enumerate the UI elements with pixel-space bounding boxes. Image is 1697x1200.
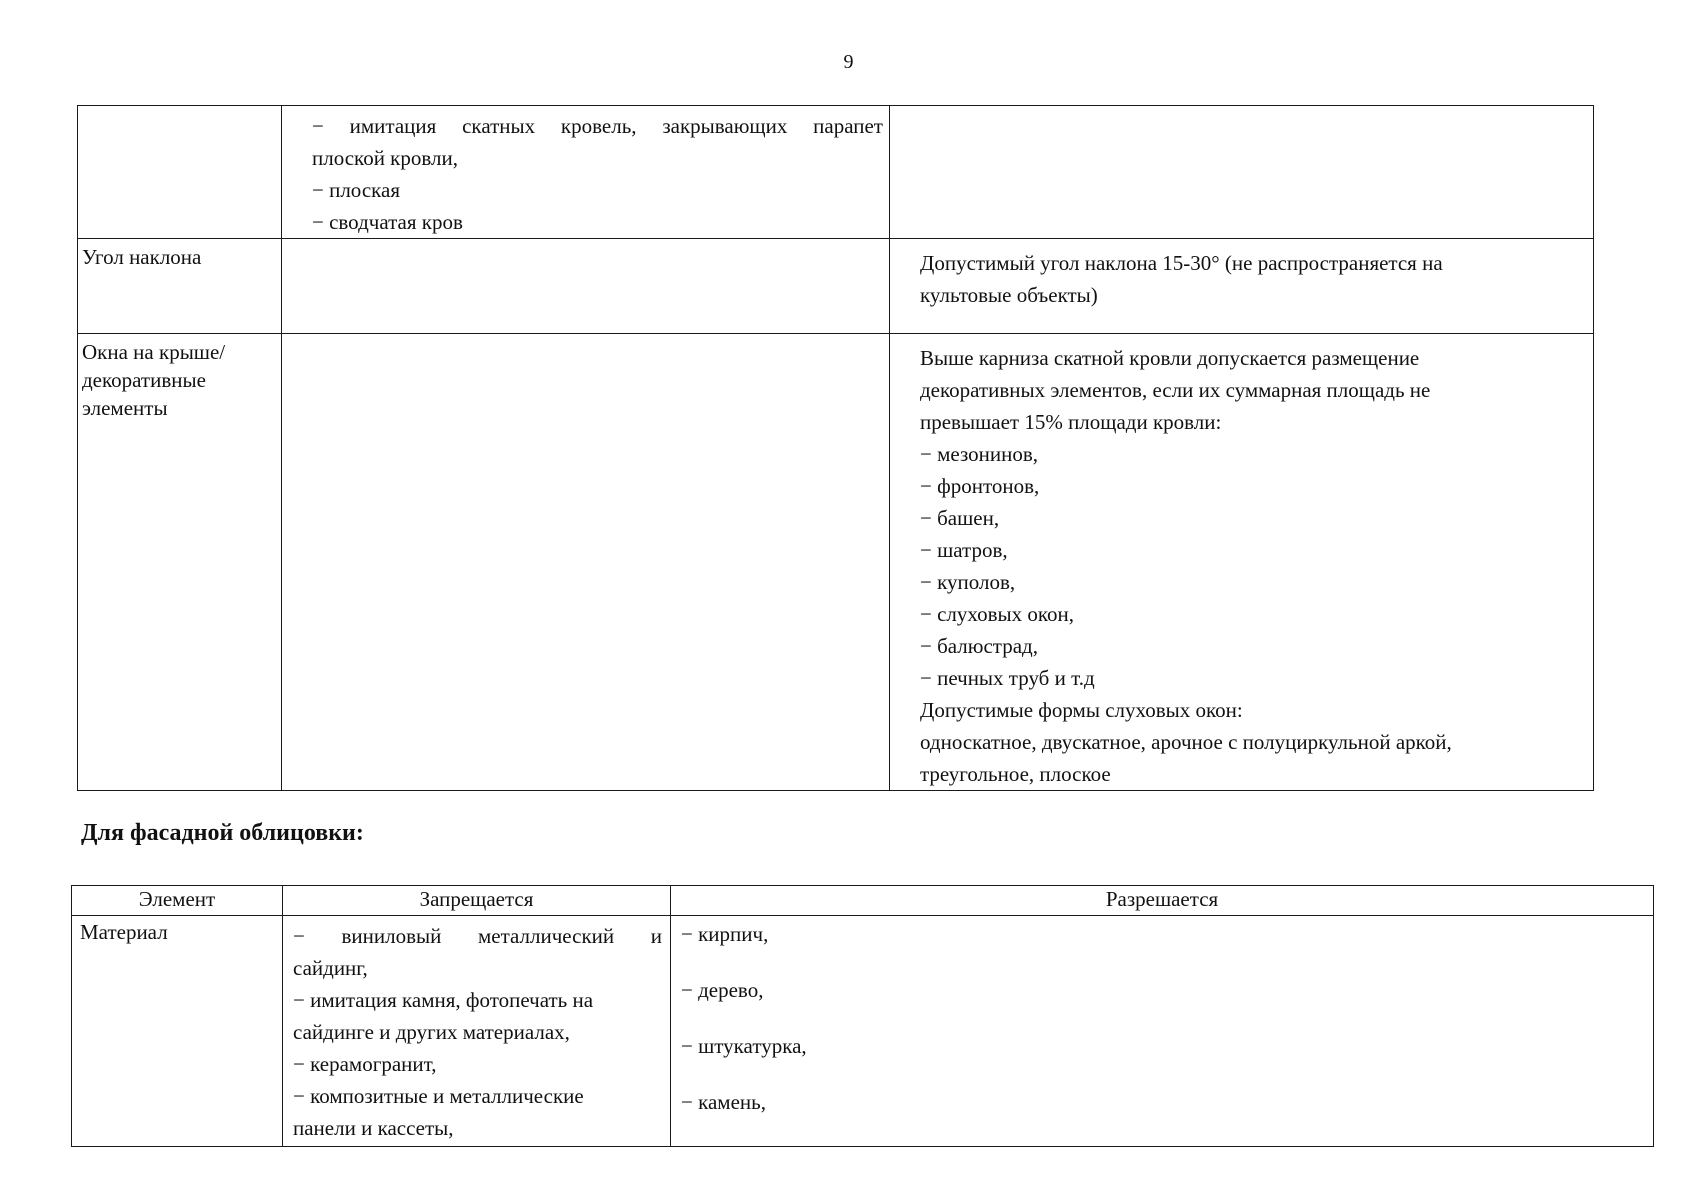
forbidden-cell: [282, 239, 890, 334]
forbidden-line: − композитные и металлические: [293, 1084, 584, 1108]
roof-requirements-table: [77, 105, 1594, 791]
allowed-cell: [890, 106, 1594, 239]
forbidden-line: − плоская: [312, 178, 401, 202]
allowed-line: Выше карниза скатной кровли допускается размещение: [920, 346, 1420, 370]
forbidden-line: панели и кассеты,: [293, 1116, 454, 1140]
allowed-line: − дерево,: [681, 978, 764, 1002]
forbidden-line: сайдинге и других материалах,: [293, 1020, 570, 1044]
allowed-line: − фронтонов,: [920, 474, 1040, 498]
table-row: [78, 334, 1594, 791]
allowed-line: − печных труб и т.д: [920, 666, 1095, 690]
forbidden-cell: [282, 334, 890, 791]
allowed-line: Допустимый угол наклона 15-30° (не распространяется на: [920, 251, 1443, 275]
table-row: [78, 106, 1594, 239]
allowed-line: − камень,: [681, 1090, 766, 1114]
allowed-line: − куполов,: [920, 570, 1016, 594]
column-header-element: Элемент: [72, 886, 283, 916]
forbidden-line: − виниловый металлический и: [293, 924, 662, 948]
forbidden-line: − керамогранит,: [293, 1052, 437, 1076]
allowed-line: − кирпич,: [681, 922, 769, 946]
allowed-line: − слуховых окон,: [920, 602, 1074, 626]
allowed-line: треугольное, плоское: [920, 762, 1111, 786]
page-number: 9: [843, 51, 854, 73]
allowed-line: − башен,: [920, 506, 1000, 530]
allowed-line: декоративных элементов, если их суммарная площадь не: [920, 378, 1431, 402]
allowed-line: − шатров,: [920, 538, 1008, 562]
allowed-cell: [890, 239, 1594, 334]
table-header-row: [72, 886, 1654, 916]
forbidden-line: − сводчатая кров: [312, 210, 463, 234]
column-header-allowed: Разрешается: [671, 886, 1654, 916]
element-cell: Угол наклона: [78, 239, 282, 334]
forbidden-line: − имитация камня, фотопечать на: [293, 988, 594, 1012]
forbidden-line: плоской кровли,: [312, 146, 458, 170]
element-cell: Окна на крыше/ декоративные элементы: [78, 334, 282, 791]
allowed-line: − мезонинов,: [920, 442, 1039, 466]
allowed-cell: [890, 334, 1594, 791]
forbidden-cell: [283, 916, 671, 1147]
allowed-line: превышает 15% площади кровли:: [920, 410, 1222, 434]
element-cell: [78, 106, 282, 239]
column-header-forbidden: Запрещается: [283, 886, 671, 916]
allowed-line: − штукатурка,: [681, 1034, 807, 1058]
allowed-line: культовые объекты): [920, 283, 1098, 307]
allowed-cell: [671, 916, 1654, 1147]
allowed-line: Допустимые формы слуховых окон:: [920, 698, 1243, 722]
table-row: [78, 239, 1594, 334]
table-row: [72, 916, 1654, 1147]
forbidden-line: − имитация скатных кровель, закрывающих парапет: [312, 114, 883, 138]
allowed-line: односкатное, двускатное, арочное с полуциркульной аркой,: [920, 730, 1452, 754]
facade-requirements-table: [71, 885, 1654, 1147]
section-heading: Для фасадной облицовки:: [81, 820, 364, 846]
allowed-line: − балюстрад,: [920, 634, 1038, 658]
forbidden-cell: [282, 106, 890, 239]
forbidden-line: сайдинг,: [293, 956, 368, 980]
element-cell: Материал: [72, 916, 283, 1147]
